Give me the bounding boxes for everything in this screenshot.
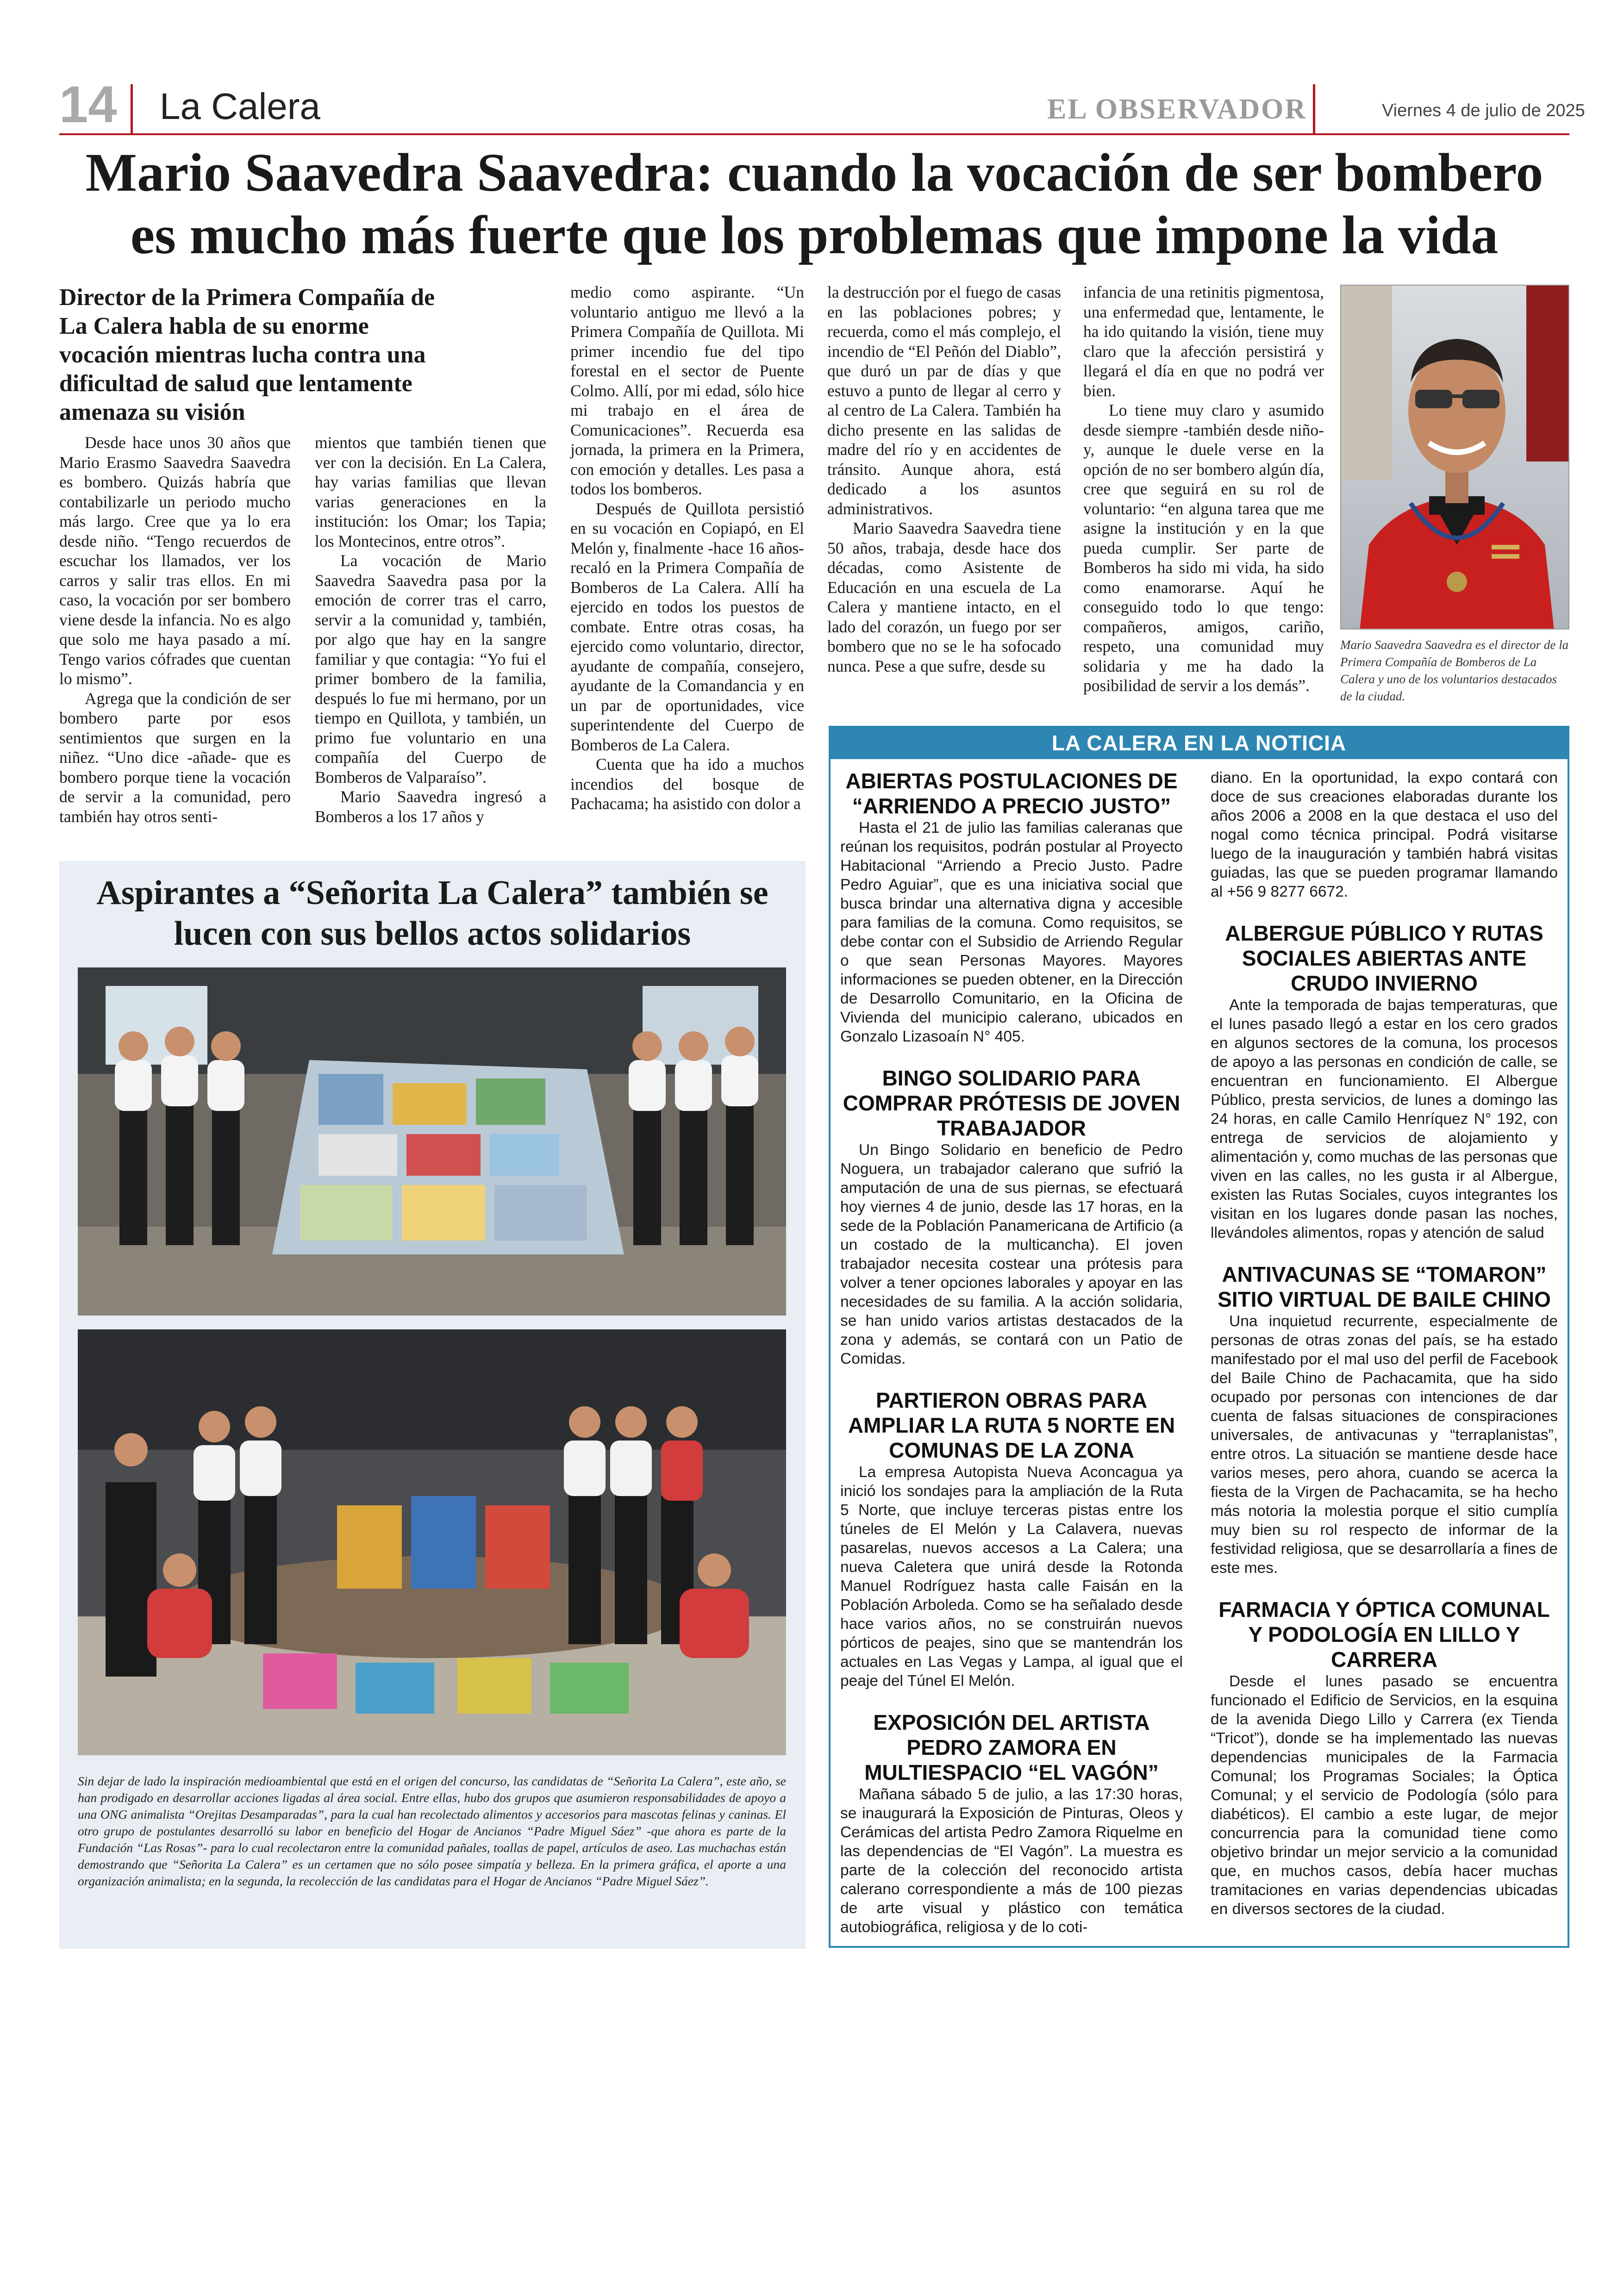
article-paragraph: la destrucción por el fuego de casas en las poblaciones pobres; y recuerda, como el más complejo, el incendio de “El Peñón del Diablo”, que duró un par de días y que estuvo a punto de llegar al cerro y al centro de La Calera. También ha dicho presente en las salidas de madre del río y en accidentes de tránsito. Aunque ahora, está dedicado a los asuntos administrativos.: [827, 283, 1061, 518]
news-column-1: [840, 768, 1183, 1937]
article-paragraph: Mario Saavedra Saavedra tiene 50 años, trabaja, desde hace dos décadas, como Asistente de Educación en una escuela de La Calera y mantiene intacto, en el lado del corazón, un fuego por ser bombero que no se le ha sofocado nunca. Pese a que sufre, desde su: [827, 519, 1061, 675]
news-heading: ABIERTAS POSTULACIONES DE “ARRIENDO A PRECIO JUSTO”: [845, 769, 1178, 818]
issue-date: Viernes 4 de julio de 2025: [1382, 101, 1585, 120]
article-paragraph: Después de Quillota persistió en su vocación en Copiapó, en El Melón y, finalmente -hace 16 años- recaló en la Primera Compañía de Bomberos de La Calera. Allí ha ejercido en todos los puestos de combate. Entre otras cosas, ha ejercido como voluntario, director, ayudante de compañía, consejero, ayudante de la Comandancia y en un par de oportunidades, vice superintendente del Cuerpo de Bomberos de La Calera.: [570, 499, 804, 754]
article-column-2: [315, 433, 546, 826]
news-body: Desde el lunes pasado se encuentra funcionado el Edificio de Servicios, en la esquina de la avenida Diego Lillo y Carrera (ex Tienda “Tricot”), donde se ha implementado las nuevas dependencias municipales de la Farmacia Comunal; los Programas Sociales; la Óptica Comunal; y el servicio de Podología (sólo para diabéticos). El cambio a este lugar, de mejor concurrencia para la comunidad tiene como objetivo brindar un mejor servicio a la comunidad que, en muchos casos, debía hacer muchas tramitaciones en varias dependencias ubicadas en diversos sectores de la ciudad.: [1211, 1673, 1558, 1918]
article-paragraph: mientos que también tienen que ver con la decisión. En La Calera, hay varias familias que llevan varias generaciones en la institución: los Omar; los Tapia; los Montecinos, entre otros”.: [315, 433, 546, 550]
article-paragraph: Desde hace unos 30 años que Mario Erasmo Saavedra Saavedra es bombero. Quizás habría que contabilizarle un periodo mucho más largo. Cree que ya lo era desde niño. “Tengo recuerdos de escuchar los llamados, ver los carros y salir tras ellos. En mi caso, la vocación por ser bombero viene desde la infancia. No es algo que solo me haya pasado a mí. Tengo varios cófrades que cuentan lo mismo”.: [59, 433, 291, 688]
news-heading: ANTIVACUNAS SE “TOMARON” SITIO VIRTUAL DE BAILE CHINO: [1218, 1262, 1551, 1311]
article-deck: Director de la Primera Compañía de La Calera habla de su enorme vocación mientras lucha contra una dificultad de salud que lentamente amenaza su visión: [59, 284, 435, 425]
portrait-photo: [1340, 285, 1569, 630]
article-column-4: [827, 282, 1061, 676]
article-paragraph: La vocación de Mario Saavedra Saavedra pasa por la emoción de correr tras el carro, servir a la comunidad y, también, por algo que hay en la sangre familiar y que contagia: “Yo fui el primer bombero de la familia, después lo fue mi hermano, por un tiempo en Quillota, y también, un primo fue voluntario en una compañía del Cuerpo de Bomberos de Valparaíso”.: [315, 551, 546, 786]
news-heading: ALBERGUE PÚBLICO Y RUTAS SOCIALES ABIERTAS ANTE CRUDO INVIERNO: [1225, 921, 1543, 995]
portrait-illustration: [1341, 286, 1569, 630]
group-photo-donations-animal: [78, 967, 786, 1316]
news-heading: PARTIERON OBRAS PARA AMPLIAR LA RUTA 5 NORTE EN COMUNAS DE LA ZONA: [848, 1388, 1175, 1462]
news-body: Hasta el 21 de julio las familias caleranas que reúnan los requisitos, podrán postular al Proyecto Habitacional “Arriendo a Precio Justo. Padre Pedro Aguiar”, que es una iniciativa social que busca brindar una alternativa digna y accesible para familias de la comuna. Como requisitos, se debe contar con el Subsidio de Arriendo Regular o que sean Personas Mayores. Mayores informaciones se pueden obtener, en la Dirección de Desarrollo Comunitario, en la Oficina de Vivienda del municipio calerano, ubicados en Gonzalo Lizasoaín N° 405.: [840, 819, 1183, 1045]
aspirantes-title: Aspirantes a “Señorita La Calera” también se lucen con sus bellos actos solidarios: [96, 874, 768, 953]
article-paragraph: Lo tiene muy claro y asumido desde siempre -también desde niño- y, aunque le duele verse en la opción de no ser bombero algún día, cree que seguirá en su rol de voluntario: “en alguna tarea que me asigne la institución y en la que pueda cumplir. Ser parte de Bomberos ha sido mi vida, ha sido como enamorarse. Aquí he conseguido todo lo que tengo: compañeros, amigos, cariño, respeto, una comunidad muy solidaria y me ha dado la posibilidad de servir a los demás”.: [1083, 401, 1324, 695]
article-paragraph: Agrega que la condición de ser bombero parte por esos sentimientos que surgen en la niñez. “Uno dice -añade- que es bombero porque tiene la vocación de servir a la comunidad, pero también hay otros senti-: [59, 689, 291, 826]
aspirantes-caption: Sin dejar de lado la inspiración medioambiental que está en el origen del concurso, las candidatas de “Señorita La Calera”, este año, se han prodigado en desarrollar acciones ligadas al área social. Entre ellas, hubo dos grupos que asumieron responsabilidades de apoyo a una ONG animalista “Orejitas Desamparadas”, para la cual han recolectado alimentos y accesorios para mascotas felinas y caninas. El otro grupo de postulantes desarrolló su labor en beneficio del Hogar de Ancianos “Padre Miguel Sáez” -que ahora es parte de la Fundación “Las Rosas”- para lo cual recolectaron entre la comunidad pañales, toallas de papel, artículos de aseo. Las muchachas están demostrando que “Señorita La Calera” es un certamen que no sólo posee simpatía y belleza. En la primera gráfica, el aporte a una organización animalista; en la segunda, la recolección de las candidatas para el Hogar de Ancianos “Padre Miguel Sáez”.: [78, 1774, 786, 1888]
group-photo-illustration: [78, 1329, 786, 1755]
group-photo-illustration: [78, 967, 786, 1316]
news-heading: BINGO SOLIDARIO PARA COMPRAR PRÓTESIS DE JOVEN TRABAJADOR: [843, 1066, 1181, 1140]
page-number: 14: [59, 75, 117, 133]
news-heading: FARMACIA Y ÓPTICA COMUNAL Y PODOLOGÍA EN LILLO Y CARRERA: [1218, 1597, 1550, 1671]
news-body: Un Bingo Solidario en beneficio de Pedro Noguera, un trabajador calerano que sufrió la amputación de una de sus piernas, se efectuará hoy viernes 4 de junio, desde las 17 horas, en la sede de la Población Panamericana de Artificio (a un costado de la multicancha). El joven trabajador necesita costear una prótesis para volver a tener opciones laborales y apoyar en las necesidades de su familia. A la acción solidaria, se han unido varios artistas destacados de la zona y además, se contará con un Patio de Comidas.: [840, 1141, 1183, 1367]
news-body: Ante la temporada de bajas temperaturas, que el lunes pasado llegó a estar en los cero grados en algunos sectores de la comuna, los procesos de apoyo a las personas en condición de calle, se encuentran en funcionamiento. El Albergue Público, presta servicios, de lunes a domingo las 24 horas, en calle Camilo Henríquez N° 192, con entrega de servicios de alojamiento y alimentación y, como muchas de las personas que viven en las calles, no les gusta ir al Albergue, existen las Rutas Sociales, cuyos integrantes los visitan en los lugares donde pasan las noches, llevándoles alimentos, ropas y atención de salud: [1211, 997, 1558, 1241]
news-column-2: [1211, 768, 1558, 1919]
header-rule: [59, 133, 1569, 135]
header-divider: [131, 84, 133, 135]
section-name: La Calera: [160, 86, 320, 127]
header-divider: [1313, 84, 1315, 135]
article-paragraph: Cuenta que ha ido a muchos incendios del bosque de Pachacama; ha asistido con dolor a: [570, 755, 804, 813]
news-body: Una inquietud recurrente, especialmente de personas de otras zonas del país, se ha estado manifestado por el mal uso del perfil de Facebook del Baile Chino de Pachacamita, que ha sido ocupado por personas con intenciones de dar cuenta de falsas situaciones de conspiraciones universales, de antivacunas y “terraplanistas”, entre otros. La situación se mantiene desde hace varios meses, pero ahora, cuando se acerca la fiesta de la Virgen de Pachacamita, se ha hecho más notoria la molestia porque el sitio cumplía muy bien su rol respecto de informar de la festividad religiosa, que se desarrollaría a fines de este mes.: [1211, 1313, 1558, 1577]
group-photo-donations-elderly: [78, 1329, 786, 1755]
article-paragraph: Mario Saavedra ingresó a Bomberos a los 17 años y: [315, 787, 546, 826]
newspaper-name: EL OBSERVADOR: [1047, 94, 1307, 125]
news-heading: EXPOSICIÓN DEL ARTISTA PEDRO ZAMORA EN MULTIESPACIO “EL VAGÓN”: [864, 1710, 1159, 1784]
news-briefs-title: LA CALERA EN LA NOTICIA: [1051, 731, 1347, 755]
news-body: La empresa Autopista Nueva Aconcagua ya inició los sondajes para la ampliación de la Ruta 5 Norte, que incluye terceras pistas entre los túneles de El Melón y La Calavera, nuevas pasarelas, nuevos accesos a La Calera; una nueva Caletera que unirá desde la Rotonda Manuel Rodríguez hasta calle Faisán en la Población Arboleda. Como se ha señalado desde hace varios años, no se construirán nuevos pórticos de peajes, sino que se mantendrán los actuales en Las Vegas y Lampa, al igual que el peaje del Túnel El Melón.: [840, 1464, 1183, 1690]
article-column-3: [570, 282, 804, 814]
portrait-caption: Mario Saavedra Saavedra es el director de la Primera Compañía de Bomberos de La Calera y uno de los voluntarios destacados de la ciudad.: [1340, 638, 1569, 703]
article-column-5: [1083, 282, 1324, 696]
article-paragraph: medio como aspirante. “Un voluntario antiguo me llevó a la Primera Compañía de Quillota. Mi primer incendio fue del tipo forestal en el sector de Puente Colmo. Allí, por mi edad, sólo hice mi trabajo en el área de Comunicaciones”. Recuerda esa jornada, la primera en la Primera, con emoción y detalles. Les pasa a todos los bomberos.: [570, 283, 804, 498]
news-body: diano. En la oportunidad, la expo contará con doce de sus creaciones elaboradas durante los años 2006 a 2008 en la que destaca el uso del nogal como técnica principal. Podrá visitarse luego de la inauguración y también habrá visitas guiadas, las que se pueden programar llamando al +56 9 8277 6672.: [1211, 769, 1558, 900]
article-paragraph: infancia de una retinitis pigmentosa, una enfermedad que, lentamente, le ha ido quitando la visión, tiene muy claro que la afección persistirá y llegará el día en que no podrá ver bien.: [1083, 283, 1324, 400]
news-body: Mañana sábado 5 de julio, a las 17:30 horas, se inaugurará la Exposición de Pinturas, Oleos y Cerámicas del artista Pedro Zamora Riquelme en las dependencias de “El Vagón”. La muestra es parte de la colección del reconocido artista calerano correspondiente a más de 100 piezas de arte visual y plástico con temática autobiográfica, religiosa y de lo coti-: [840, 1786, 1183, 1936]
main-headline: Mario Saavedra Saavedra: cuando la vocación de ser bombero es mucho más fuerte que los problemas que impone la vida: [85, 142, 1543, 265]
article-column-1: [59, 433, 291, 826]
